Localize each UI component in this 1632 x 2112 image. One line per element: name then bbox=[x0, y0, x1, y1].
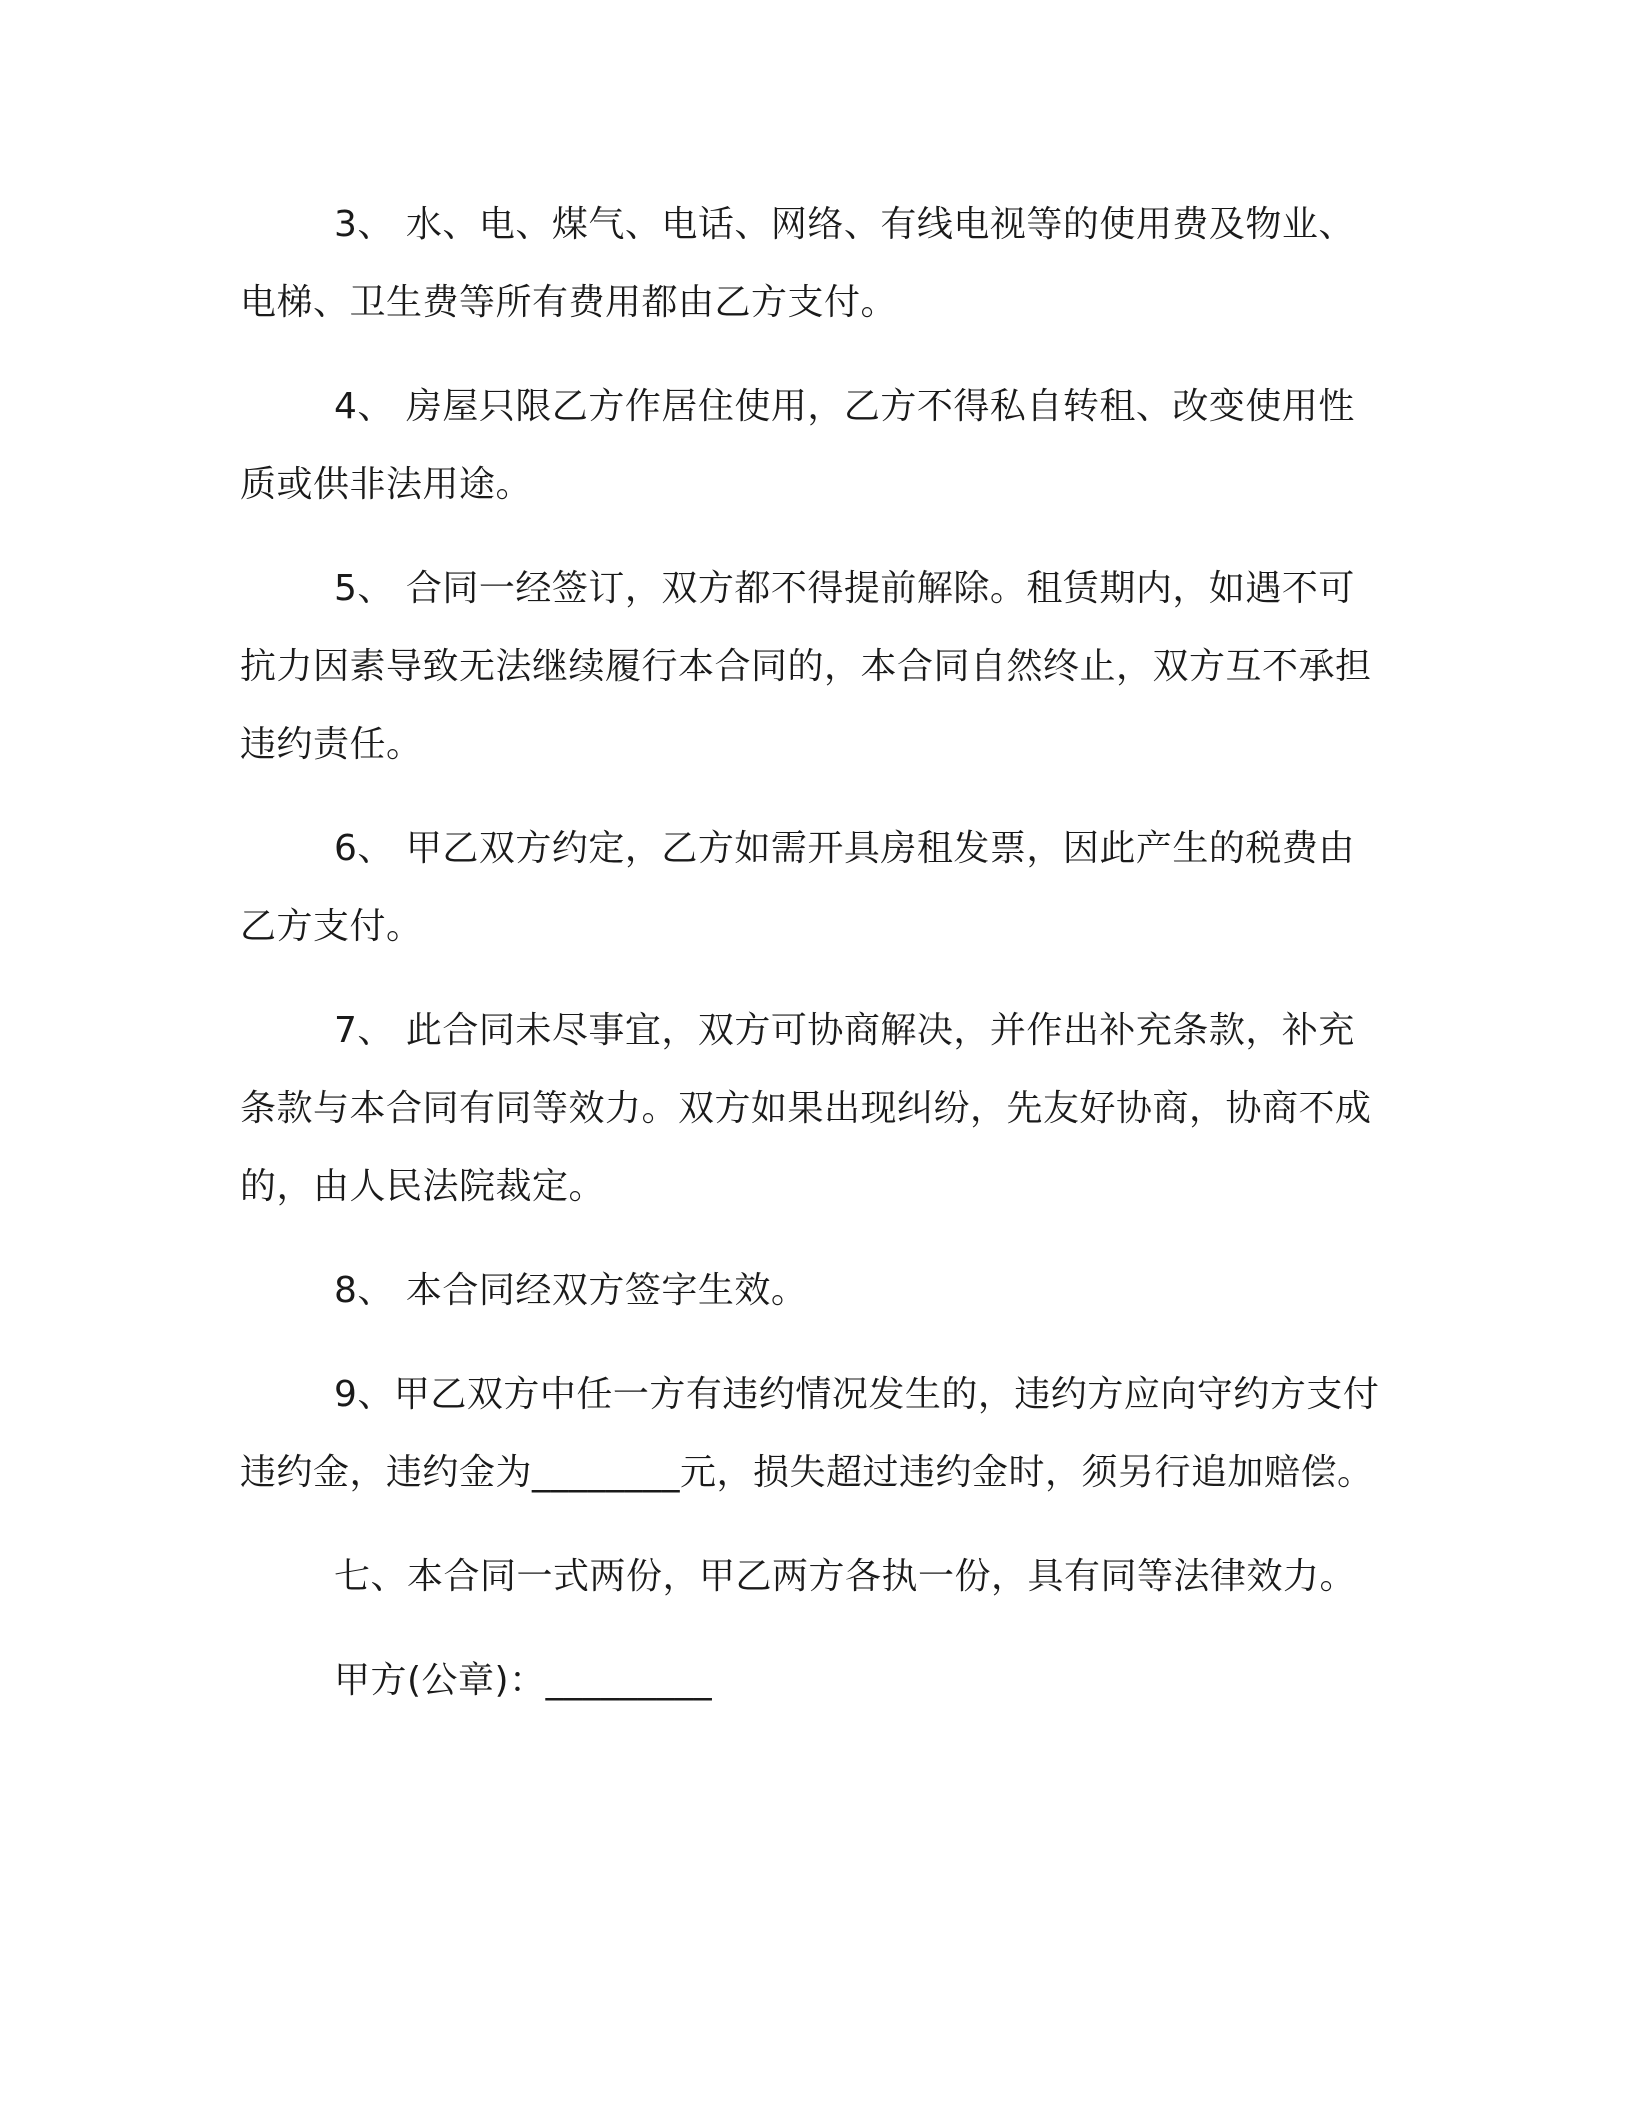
clause-copies: 七、本合同一式两份，甲乙两方各执一份，具有同等法律效力。 bbox=[334, 1556, 1357, 1597]
clause-4: 4、 房屋只限乙方作居住使用，乙方不得私自转租、改变使用性质或供非法用途。 bbox=[240, 386, 1355, 505]
clause-5: 5、 合同一经签订，双方都不得提前解除。租赁期内，如遇不可抗力因素导致无法继续履行本合同的，本合同自然终止，双方互不承担违约责任。 bbox=[240, 568, 1372, 765]
clause-3: 3、 水、电、煤气、电话、网络、有线电视等的使用费及物业、电梯、卫生费等所有费用都由乙方支付。 bbox=[240, 204, 1355, 323]
clause-9: 9、甲乙双方中任一方有违约情况发生的，违约方应向守约方支付违约金，违约金为________元，损失超过违约金时，须另行追加赔偿。 bbox=[240, 1374, 1380, 1493]
party-a-signature-line: 甲方(公章)：_________ bbox=[334, 1660, 713, 1701]
clause-7: 7、 此合同未尽事宜，双方可协商解决，并作出补充条款，补充条款与本合同有同等效力。双方如果出现纠纷，先友好协商，协商不成的，由人民法院裁定。 bbox=[240, 1010, 1372, 1207]
clause-8: 8、 本合同经双方签字生效。 bbox=[334, 1270, 808, 1311]
clause-6: 6、 甲乙双方约定，乙方如需开具房租发票，因此产生的税费由乙方支付。 bbox=[240, 828, 1355, 947]
contract-body bbox=[240, 186, 1390, 1720]
